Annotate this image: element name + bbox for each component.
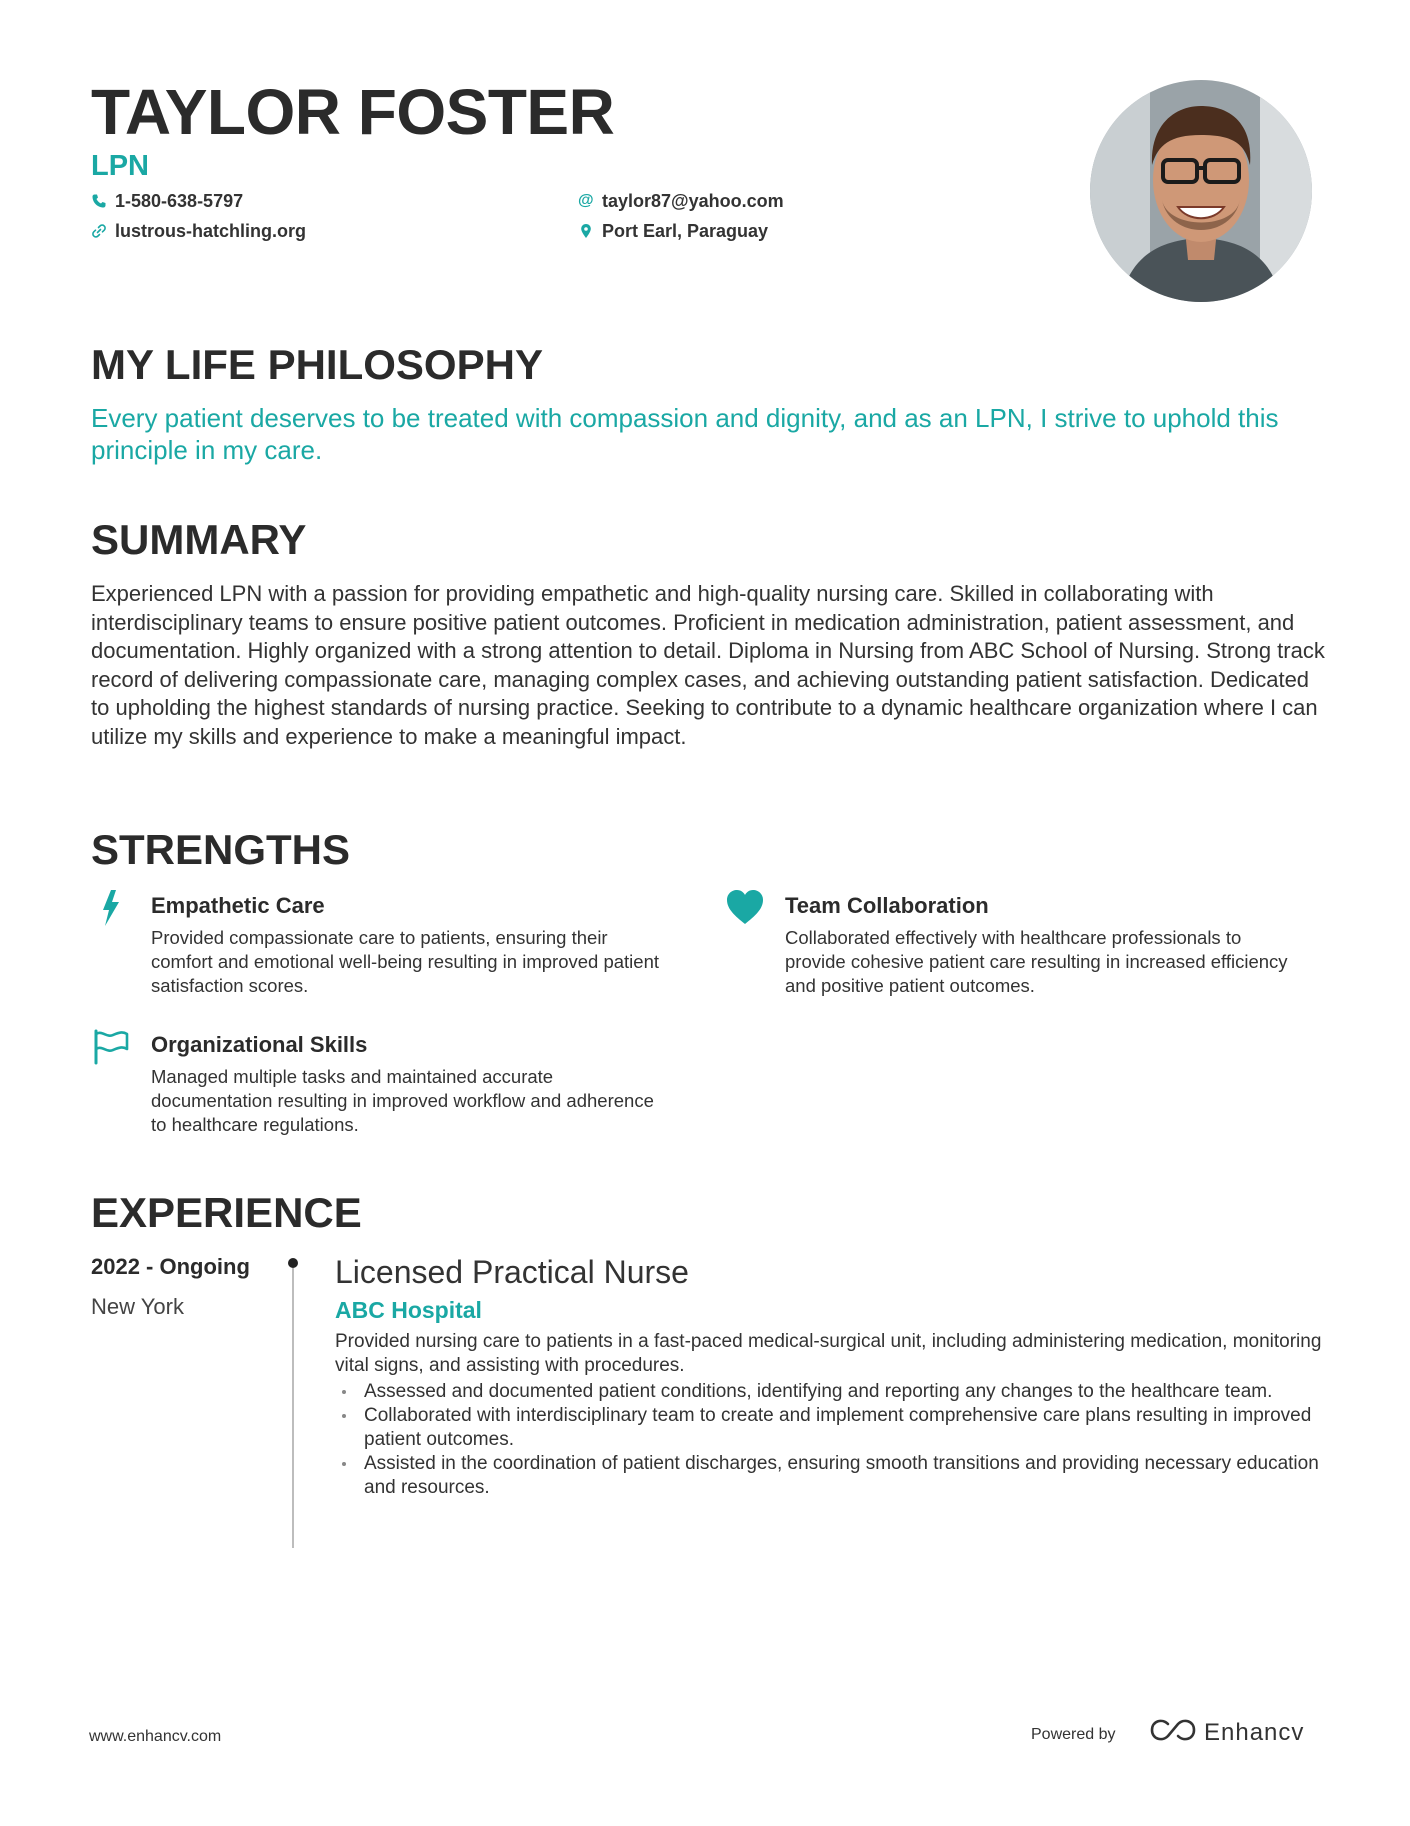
location-pin-icon [578, 223, 594, 239]
strength-title: Empathetic Care [151, 893, 325, 918]
strength-description: Collaborated effectively with healthcare professionals to provide cohesive patient care resulting in increased efficiency and positive patient outcomes. [785, 927, 1288, 996]
phone-icon [91, 193, 107, 209]
at-sign-icon: @ [578, 192, 594, 209]
candidate-name: TAYLOR FOSTER [91, 76, 615, 148]
summary-heading: SUMMARY [91, 516, 307, 563]
list-item: Assisted in the coordination of patient discharges, ensuring smooth transitions and providing necessary education and resources. [335, 1452, 1335, 1500]
experience-heading: EXPERIENCE [91, 1189, 362, 1236]
profile-photo [1090, 80, 1312, 302]
location-text: Port Earl, Paraguay [602, 221, 769, 241]
list-item: Assessed and documented patient conditions, identifying and reporting any changes to the healthcare team. [335, 1380, 1335, 1404]
contact-phone[interactable] [91, 189, 243, 213]
link-icon [91, 223, 107, 239]
lightning-icon [91, 888, 131, 928]
philosophy-heading: MY LIFE PHILOSOPHY [91, 341, 543, 388]
enhancv-logo-icon [1150, 1718, 1196, 1747]
list-item: Collaborated with interdisciplinary team to create and implement comprehensive care plans resulting in improved patient outcomes. [335, 1404, 1335, 1452]
flag-icon [91, 1027, 131, 1067]
summary-text: Experienced LPN with a passion for providing empathetic and high-quality nursing care. Skilled in collaborating with interdisciplinary teams to ensure positive patient outcomes. Proficient in medication administration, patient assessment, and documentation. Highly organized with a strong attention to detail. Diploma in Nursing from ABC School of Nursing. Strong track record of delivering compassionate care, managing complex cases, and achieving outstanding patient satisfaction. Dedicated to upholding the highest standards of nursing practice. Seeking to contribute to a dynamic healthcare organization where I can utilize my skills and experience to make a meaningful impact. [91, 581, 1325, 749]
timeline-line [292, 1268, 294, 1548]
experience-location: New York [91, 1294, 184, 1319]
powered-by-label: Powered by [1031, 1726, 1116, 1743]
website-text: lustrous-hatchling.org [115, 221, 306, 241]
candidate-role: LPN [91, 150, 149, 182]
strength-description: Managed multiple tasks and maintained accurate documentation resulting in improved workflow and adherence to healthcare regulations. [151, 1066, 654, 1135]
experience-dates: 2022 - Ongoing [91, 1254, 250, 1279]
contact-website[interactable] [91, 219, 306, 243]
experience-description: Provided nursing care to patients in a fast-paced medical-surgical unit, including administering medication, monitoring vital signs, and assisting with procedures. [335, 1331, 1322, 1376]
experience-company[interactable]: ABC Hospital [335, 1297, 482, 1323]
strength-title: Organizational Skills [151, 1032, 368, 1057]
strengths-heading: STRENGTHS [91, 826, 351, 873]
contact-location [578, 219, 768, 243]
contact-email[interactable] [578, 189, 784, 213]
experience-bullets [335, 1380, 1335, 1500]
footer-url[interactable]: www.enhancv.com [89, 1728, 222, 1745]
strength-description: Provided compassionate care to patients, ensuring their comfort and emotional well-being resulting in improved patient satisfaction scores. [151, 927, 659, 996]
experience-position: Licensed Practical Nurse [335, 1254, 689, 1290]
phone-text: 1-580-638-5797 [115, 191, 244, 211]
timeline-dot [288, 1258, 298, 1268]
brand-name: Enhancv [1204, 1718, 1305, 1746]
heart-icon [725, 888, 765, 928]
email-text: taylor87@yahoo.com [602, 191, 784, 211]
brand-logo[interactable] [1150, 1718, 1304, 1747]
strength-title: Team Collaboration [785, 893, 989, 918]
philosophy-text: Every patient deserves to be treated with compassion and dignity, and as an LPN, I strive to uphold this principle in my care. [91, 403, 1279, 465]
